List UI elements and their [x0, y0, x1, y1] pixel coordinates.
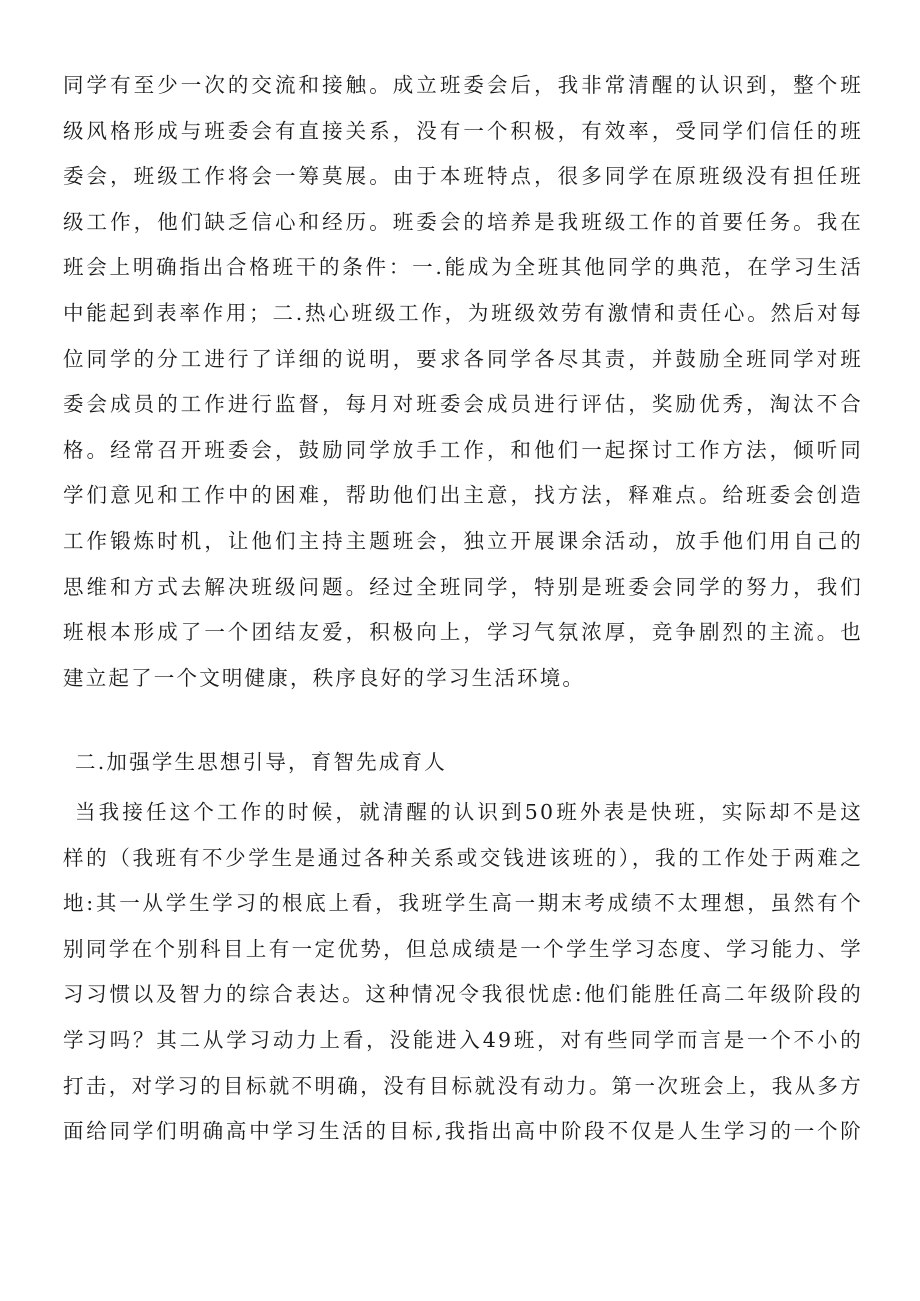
- text-line: 委会，班级工作将会一筹莫展。由于本班特点，很多同学在原班级没有担任班: [63, 164, 863, 189]
- text-line: 级工作，他们缺乏信心和经历。班委会的培养是我班级工作的首要任务。我在: [63, 209, 863, 234]
- text-line: 中能起到表率作用；二.热心班级工作，为班级效劳有激情和责任心。然后对每: [63, 300, 863, 325]
- text-line: 样的（我班有不少学生是通过各种关系或交钱进该班的），我的工作处于两难之: [63, 845, 863, 870]
- section-heading: 二.加强学生思想引导，育智先成育人: [75, 750, 447, 774]
- text-line: 学习吗？其二从学习动力上看，没能进入49班，对有些同学而言是一个不小的: [63, 1027, 863, 1052]
- text-line: 级风格形成与班委会有直接关系，没有一个积极，有效率，受同学们信任的班: [63, 118, 863, 143]
- text-line: 格。经常召开班委会，鼓励同学放手工作，和他们一起探讨工作方法，倾听同: [63, 437, 863, 462]
- text-line: 当我接任这个工作的时候，就清醒的认识到50班外表是快班，实际却不是这: [75, 800, 863, 824]
- text-line: 面给同学们明确高中学习生活的目标,我指出高中阶段不仅是人生学习的一个阶: [63, 1119, 863, 1144]
- paragraph-class-committee: [63, 63, 863, 701]
- paragraph-thought-guidance: [63, 790, 863, 1155]
- text-line: 位同学的分工进行了详细的说明，要求各同学各尽其责，并鼓励全班同学对班: [63, 346, 863, 371]
- text-line: 建立起了一个文明健康，秩序良好的学习生活环境。: [63, 665, 586, 690]
- text-line: 学们意见和工作中的困难，帮助他们出主意，找方法，释难点。给班委会创造: [63, 483, 863, 508]
- text-line: 地:其一从学生学习的根底上看，我班学生高一期末考成绩不太理想，虽然有个: [63, 891, 863, 916]
- text-line: 班会上明确指出合格班干的条件：一.能成为全班其他同学的典范，在学习生活: [63, 255, 863, 280]
- text-line: 别同学在个别科目上有一定优势，但总成绩是一个学生学习态度、学习能力、学: [63, 936, 863, 961]
- text-line: 思维和方式去解决班级问题。经过全班同学，特别是班委会同学的努力，我们: [63, 574, 863, 599]
- text-line: 工作锻炼时机，让他们主持主题班会，独立开展课余活动，放手他们用自己的: [63, 528, 863, 553]
- text-line: 班根本形成了一个团结友爱，积极向上，学习气氛浓厚，竞争剧烈的主流。也: [63, 620, 863, 645]
- text-line: 打击，对学习的目标就不明确，没有目标就没有动力。第一次班会上，我从多方: [63, 1073, 863, 1098]
- text-line: 习习惯以及智力的综合表达。这种情况令我很忧虑:他们能胜任高二年级阶段的: [63, 982, 863, 1007]
- text-line: 委会成员的工作进行监督，每月对班委会成员进行评估，奖励优秀，淘汰不合: [63, 392, 863, 417]
- text-line: 同学有至少一次的交流和接触。成立班委会后，我非常清醒的认识到，整个班: [63, 73, 863, 97]
